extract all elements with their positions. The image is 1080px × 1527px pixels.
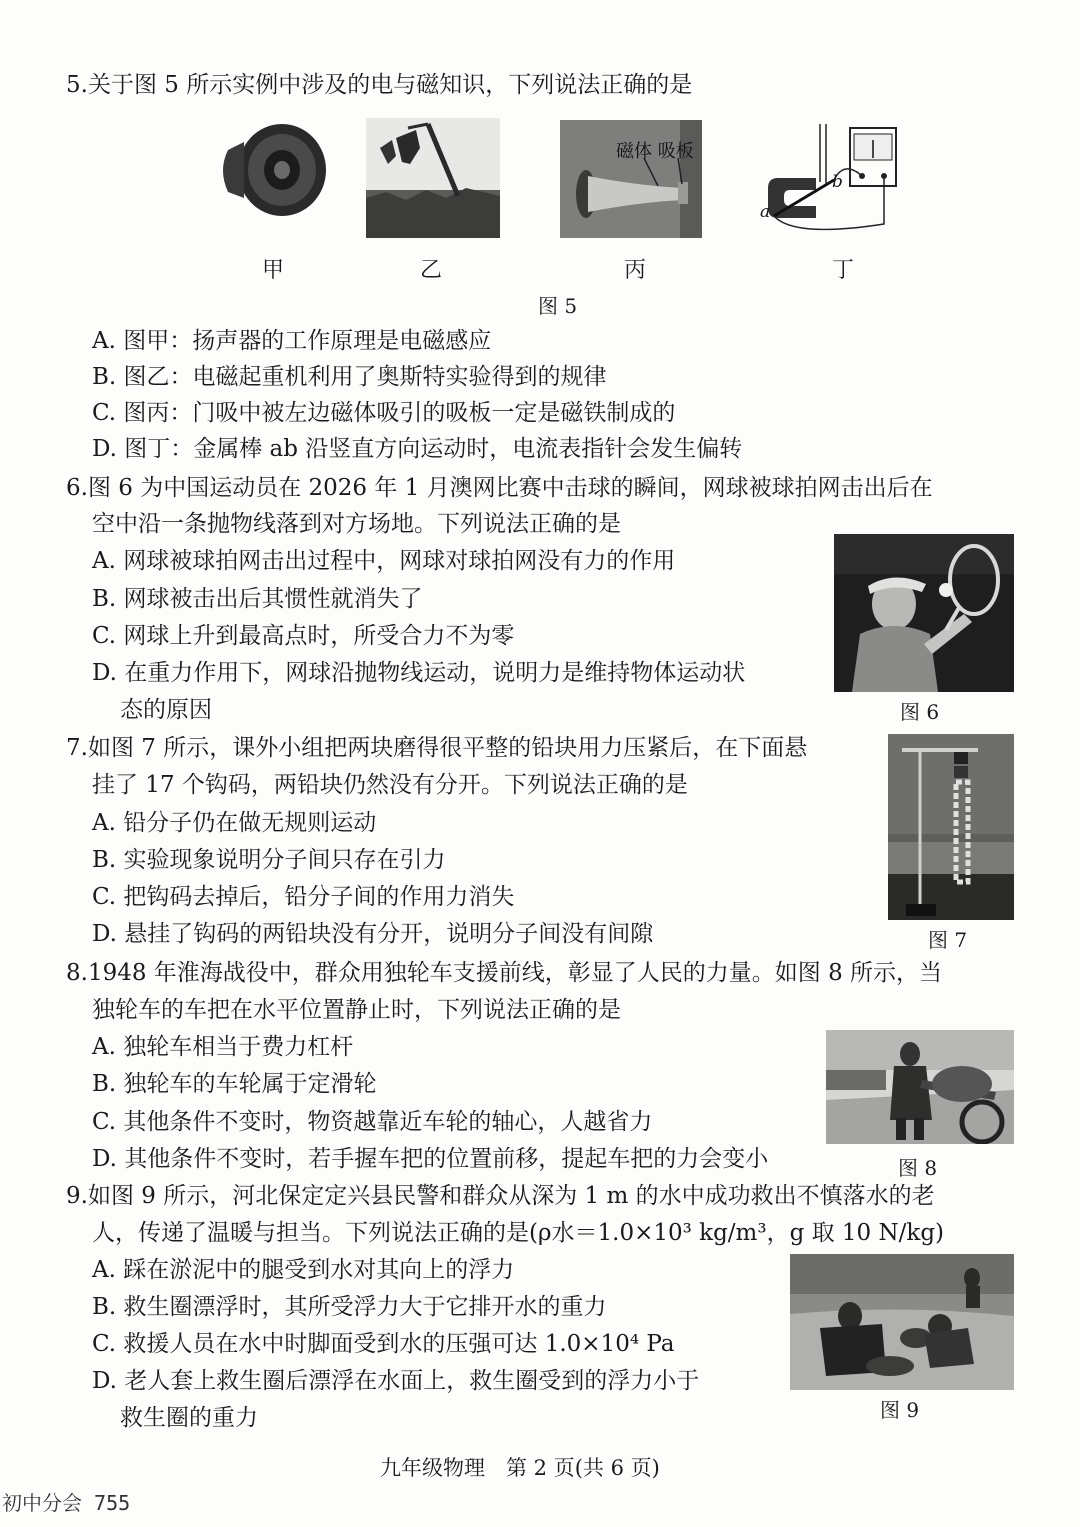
crane-photo — [366, 118, 500, 238]
loudspeaker-photo — [214, 120, 332, 220]
q9-option-d-continued: 救生圈的重力 — [120, 1405, 258, 1431]
q9-option-b: B. 救生圈漂浮时，其所受浮力大于它排开水的重力 — [92, 1294, 607, 1320]
q8-option-d: D. 其他条件不变时，若手握车把的位置前移，提起车把的力会变小 — [92, 1146, 769, 1172]
figure5-label-jia: 甲 — [262, 258, 285, 283]
q7-option-d: D. 悬挂了钩码的两铅块没有分开，说明分子间没有间隙 — [92, 921, 654, 947]
figure8-caption: 图 8 — [898, 1156, 938, 1180]
q9-stem-line1: 9.如图 9 所示，河北保定定兴县民警和群众从深为 1 m 的水中成功救出不慎落水的老 — [66, 1183, 935, 1209]
figure5-label-ding: 丁 — [832, 258, 855, 283]
figure5-label-bing: 丙 — [624, 258, 647, 283]
figure9-caption: 图 9 — [880, 1398, 920, 1422]
q9-option-a: A. 踩在淤泥中的腿受到水对其向上的浮力 — [92, 1257, 515, 1283]
door-stop-photo — [560, 120, 702, 238]
q6-option-a: A. 网球被球拍网击出过程中，网球对球拍网没有力的作用 — [92, 548, 676, 574]
rod-end-a-label: a — [760, 202, 771, 222]
q5-option-d: D. 图丁：金属棒 ab 沿竖直方向运动时，电流表指针会发生偏转 — [92, 436, 743, 462]
q6-option-d: D. 在重力作用下，网球沿抛物线运动，说明力是维持物体运动状 — [92, 660, 746, 686]
figure5-caption: 图 5 — [538, 294, 578, 318]
q9-option-d: D. 老人套上救生圈后漂浮在水面上，救生圈受到的浮力小于 — [92, 1368, 700, 1394]
q8-option-b: B. 独轮车的车轮属于定滑轮 — [92, 1071, 377, 1097]
q7-stem-line2: 挂了 17 个钩码，两铅块仍然没有分开。下列说法正确的是 — [92, 772, 688, 798]
rod-end-b-label: b — [832, 172, 843, 192]
q6-option-d-continued: 态的原因 — [120, 697, 212, 723]
figure7-caption: 图 7 — [928, 928, 968, 952]
q5-option-c: C. 图丙：门吸中被左边磁体吸引的吸板一定是磁铁制成的 — [92, 400, 676, 426]
figure5-label-yi: 乙 — [420, 258, 443, 283]
q6-stem-line1: 6.图 6 为中国运动员在 2026 年 1 月澳网比赛中击球的瞬间，网球被球拍网击出后在 — [66, 475, 933, 501]
tennis-photo — [834, 534, 1014, 692]
q5-option-a: A. 图甲：扬声器的工作原理是电磁感应 — [92, 328, 492, 354]
q5-stem: 5.关于图 5 所示实例中涉及的电与磁知识，下列说法正确的是 — [66, 72, 693, 98]
q6-option-b: B. 网球被击出后其惯性就消失了 — [92, 586, 423, 612]
q7-option-c: C. 把钩码去掉后，铅分子间的作用力消失 — [92, 884, 515, 910]
q9-stem-line2: 人，传递了温暖与担当。下列说法正确的是(ρ水＝1.0×10³ kg/m³，g 取 10 N/kg) — [92, 1220, 945, 1246]
magnet-plate-label: 磁体 吸板 — [616, 141, 694, 162]
lead-blocks-photo — [888, 734, 1014, 920]
q7-stem-line1: 7.如图 7 所示，课外小组把两块磨得很平整的铅块用力压紧后，在下面悬 — [66, 735, 808, 761]
q7-option-b: B. 实验现象说明分子间只存在引力 — [92, 847, 446, 873]
q5-option-b: B. 图乙：电磁起重机利用了奥斯特实验得到的规律 — [92, 364, 607, 390]
print-code: 初中分会 755 — [2, 1491, 131, 1515]
q8-option-a: A. 独轮车相当于费力杠杆 — [92, 1034, 354, 1060]
q8-stem-line2: 独轮车的车把在水平位置静止时，下列说法正确的是 — [92, 997, 621, 1023]
q8-stem-line1: 8.1948 年淮海战役中，群众用独轮车支援前线，彰显了人民的力量。如图 8 所示，当 — [66, 960, 943, 986]
page-number: 九年级物理 第 2 页(共 6 页) — [380, 1456, 660, 1480]
q7-option-a: A. 铅分子仍在做无规则运动 — [92, 810, 377, 836]
q8-option-c: C. 其他条件不变时，物资越靠近车轮的轴心，人越省力 — [92, 1109, 653, 1135]
induction-diagram — [754, 120, 904, 238]
figure6-caption: 图 6 — [900, 700, 940, 724]
rescue-photo — [790, 1254, 1014, 1390]
q9-option-c: C. 救援人员在水中时脚面受到水的压强可达 1.0×10⁴ Pa — [92, 1331, 675, 1357]
q6-stem-line2: 空中沿一条抛物线落到对方场地。下列说法正确的是 — [92, 511, 621, 537]
wheelbarrow-photo — [826, 1030, 1014, 1144]
q6-option-c: C. 网球上升到最高点时，所受合力不为零 — [92, 623, 515, 649]
